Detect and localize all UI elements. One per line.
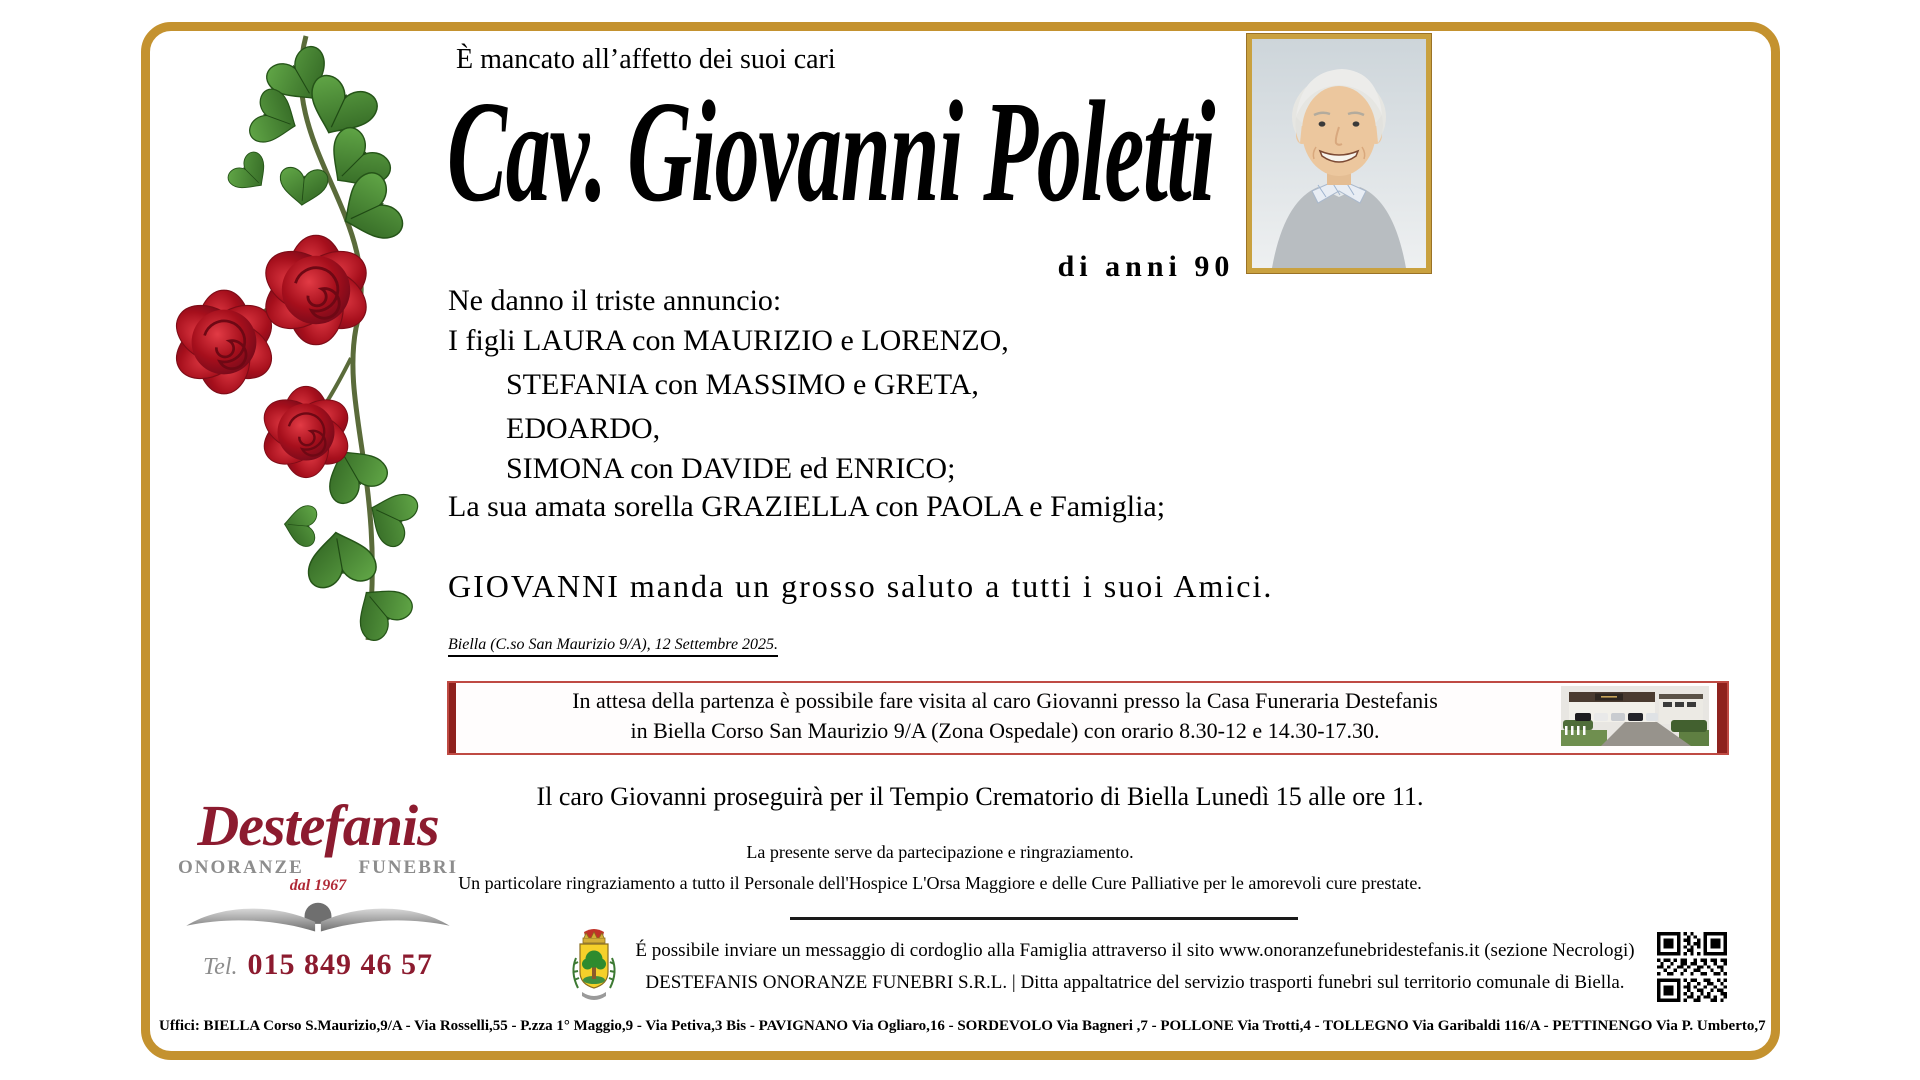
brand-name: Destefanis [197, 793, 439, 858]
intro-line: È mancato all’affetto dei suoi cari [456, 44, 836, 75]
deceased-name: Cav. Giovanni Poletti [447, 72, 1215, 232]
visit-notice-line2: in Biella Corso San Maurizio 9/A (Zona Ospedale) con orario 8.30-12 e 14.30-17.30. [630, 718, 1380, 743]
portrait-illustration [1252, 39, 1426, 268]
wings-logo-icon [175, 895, 461, 945]
brand-subtitle-right: FUNEBRI [358, 856, 458, 878]
destefanis-logo-block [168, 793, 468, 982]
funeral-home-photo [1561, 686, 1709, 746]
qr-code-icon [1657, 932, 1727, 1002]
participation-line: La presente serve da partecipazione e ringraziamento. [746, 842, 1134, 862]
deceased-portrait-photo [1247, 34, 1431, 273]
family-line: EDOARDO, [506, 412, 661, 445]
thanks-line: Un particolare ringraziamento a tutto il Personale dell'Hospice L'Orsa Maggiore e delle Cure Palliative per le amorevoli cure prestate. [458, 873, 1422, 893]
brand-since: dal 1967 [289, 876, 347, 894]
phone-number: 015 849 46 57 [247, 947, 433, 981]
section-divider [790, 917, 1298, 920]
family-line: STEFANIA con MASSIMO e GRETA, [506, 368, 979, 401]
condolence-line2: DESTEFANIS ONORANZE FUNEBRI S.R.L. | Ditta appaltatrice del servizio trasporti funebri sul territorio comunale di Biella. [645, 972, 1625, 993]
brand-phone [168, 948, 468, 982]
phone-label: Tel. [203, 953, 238, 980]
family-line: SIMONA con DAVIDE ed ENRICO; [506, 452, 956, 485]
box-left-bar [449, 683, 456, 753]
place-date-line: Biella (C.so San Maurizio 9/A), 12 Settembre 2025. [448, 636, 778, 657]
ceremony-line: Il caro Giovanni proseguirà per il Tempio Crematorio di Biella Lunedì 15 alle ore 11. [536, 782, 1424, 811]
visit-notice-line1: In attesa della partenza è possibile fare visita al caro Giovanni presso la Casa Funeraria Destefanis [572, 688, 1438, 713]
condolence-line1: É possibile inviare un messaggio di cordoglio alla Famiglia attraverso il sito www.onoranzefunebridestefanis.it (sezione Necrologi) [635, 940, 1635, 961]
family-line: I figli LAURA con MAURIZIO e LORENZO, [448, 324, 1009, 357]
box-right-bar [1717, 683, 1727, 753]
biella-crest-icon [568, 928, 620, 1006]
brand-subtitle [168, 857, 468, 879]
age-line: di anni 90 [1057, 250, 1235, 283]
greeting-line: GIOVANNI manda un grosso saluto a tutti i suoi Amici. [448, 568, 1274, 604]
visit-notice-text [473, 686, 1537, 746]
brand-subtitle-left: ONORANZE [178, 856, 304, 878]
family-line: La sua amata sorella GRAZIELLA con PAOLA e Famiglia; [448, 490, 1166, 523]
rose-ivy-illustration [146, 28, 446, 653]
offices-line: Uffici: BIELLA Corso S.Maurizio,9/A - Via Rosselli,55 - P.zza 1° Maggio,9 - Via Petiva,3 Bis - PAVIGNANO Via Ogliaro,16 - SORDEVOLO Via Bagneri ,7 - POLLONE Via Trotti,4 - TOLLEGNO Via Garibaldi 116/A - PETTINENGO Via P. Umberto,7 [159, 1018, 1766, 1034]
announcement-intro: Ne danno il triste annuncio: [448, 284, 782, 317]
visit-notice-box [447, 681, 1729, 755]
